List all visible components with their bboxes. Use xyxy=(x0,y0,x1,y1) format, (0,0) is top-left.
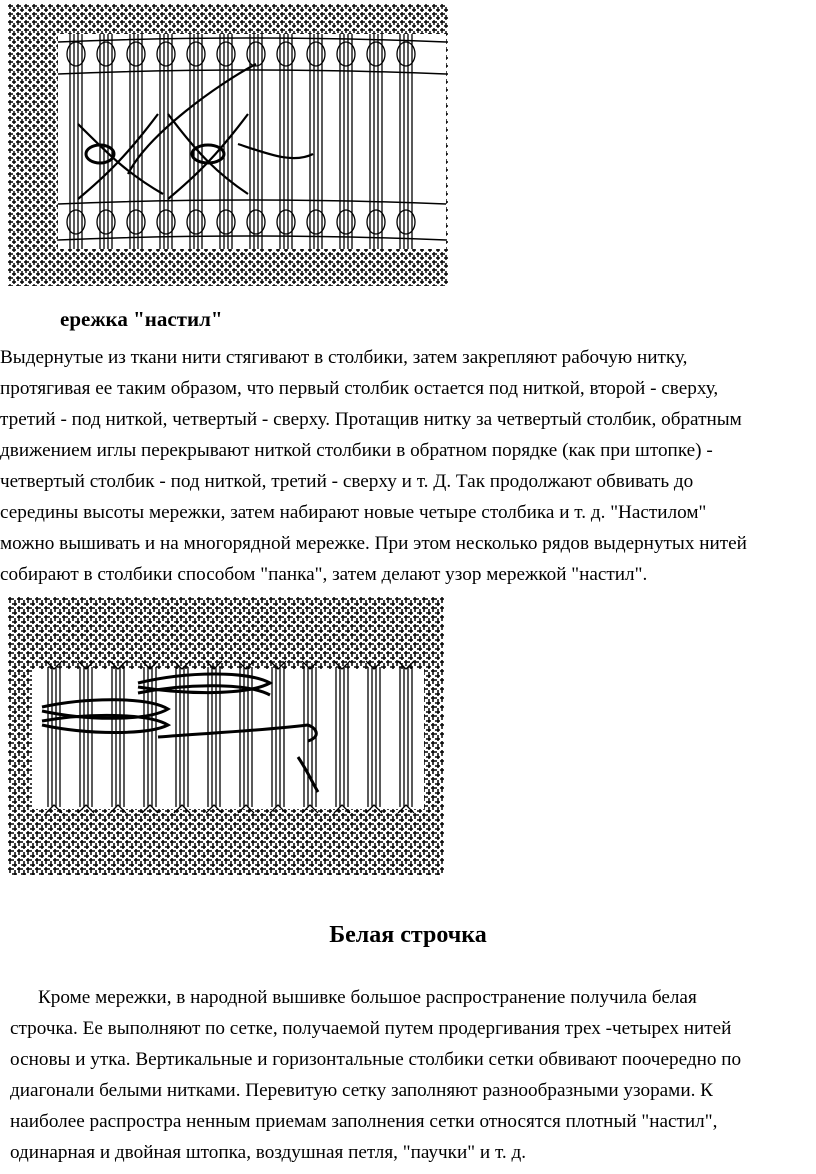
paragraph-line: движением иглы перекрывают ниткой столбики в обратном порядке (как при штопке) - xyxy=(0,440,713,461)
section-heading-belaya-strochka: Белая строчка xyxy=(329,922,487,948)
paragraph-line: четвертый столбик - под ниткой, третий - сверху и т. Д. Так продолжают обвивать до xyxy=(0,471,694,492)
paragraph-line: диагонали белыми нитками. Перевитую сетку заполняют разнообразными узорами. К xyxy=(10,1080,713,1101)
paragraph-line: основы и утка. Вертикальные и горизонтальные столбики сетки обвивают поочередно по xyxy=(10,1049,742,1070)
wrapped-columns-icon xyxy=(8,597,444,875)
paragraph-line: третий - под ниткой, четвертый - сверху. Протащив нитку за четвертый столбик, обратным xyxy=(0,409,742,430)
paragraph-line: одинарная и двойная штопка, воздушная петля, "паучки" и т. д. xyxy=(10,1142,527,1163)
embroidery-illustration-1 xyxy=(8,4,448,286)
paragraph-line: протягивая ее таким образом, что первый столбик остается под ниткой, второй - сверху, xyxy=(0,378,719,399)
paragraph-line: Кроме мережки, в народной вышивке большое распространение получила белая xyxy=(38,987,697,1008)
paragraph-line: Выдернутые из ткани нити стягивают в столбики, затем закрепляют рабочую нитку, xyxy=(0,347,688,368)
embroidery-illustration-2 xyxy=(8,597,444,875)
paragraph-line: середины высоты мережки, затем набирают новые четыре столбика и т. д. "Настилом" xyxy=(0,502,707,523)
paragraph-belaya-strochka xyxy=(10,982,816,1168)
section-heading-merezhka-nastil: ережка "настил" xyxy=(60,307,223,331)
paragraph-line: строчка. Ее выполняют по сетке, получаемой путем продергивания трех -четырех нитей xyxy=(10,1018,732,1039)
paragraph-nastil-description xyxy=(0,342,816,590)
paragraph-line: наиболее распростра ненным приемам заполнения сетки относятся плотный "настил", xyxy=(10,1111,718,1132)
paragraph-line: можно вышивать и на многорядной мережке. При этом несколько рядов выдернутых нитей xyxy=(0,533,747,554)
paragraph-line: собирают в столбики способом "панка", затем делают узор мережкой "настил". xyxy=(0,564,648,585)
nastil-stitch-icon xyxy=(8,4,448,286)
